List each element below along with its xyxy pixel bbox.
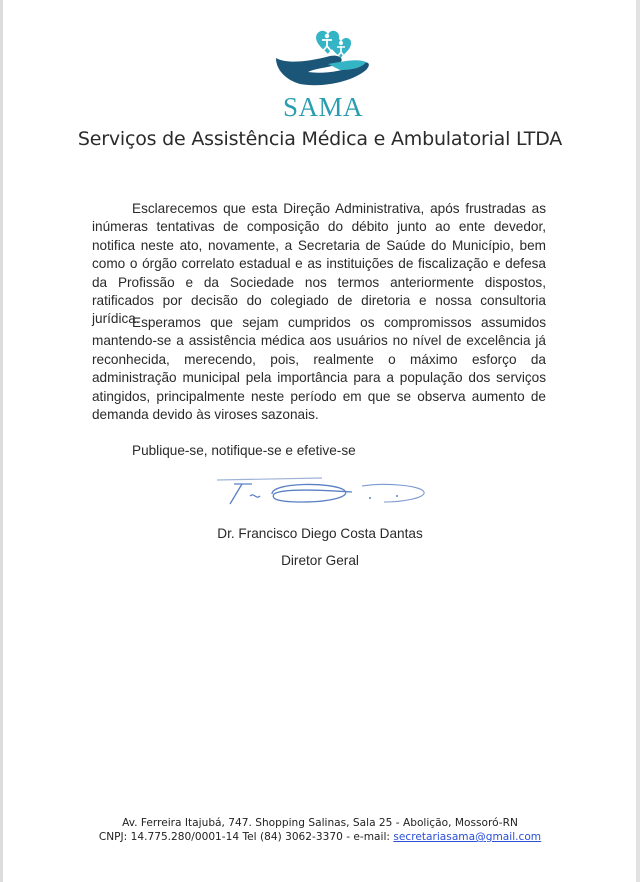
signer-title: Diretor Geral [281,553,359,568]
closing-statement: Publique-se, notifique-se e efetive-se [132,443,356,458]
hand-with-hearts-icon [268,24,378,94]
footer-address: Av. Ferreira Itajubá, 747. Shopping Salinas, Sala 25 - Abolição, Mossoró-RN [122,817,518,829]
paragraph-1-text: Esclarecemos que esta Direção Administrativa, após frustradas as inúmeras tentativas de composição do débito junto ao ente devedor, notifica neste ato, novamente, a Secretaria de Saúde do Município, bem como o órgão correlato estadual e as instituições de fiscalização e defesa da Profissão e da Sociedade nos termos anteriormente dispostos, ratificados por decisão do colegiado de diretoria e nossa consultoria jurídica. [92,201,546,327]
paragraph-2 [92,314,546,424]
paragraph-2-text: Esperamos que sejam cumpridos os compromissos assumidos mantendo-se a assistência médica aos usuários no nível de excelência já reconhecida, merecendo, pois, realmente o máximo esforço da administração municipal pela importância para a população dos serviços atingidos, principalmente neste período em que se observa aumento de demanda devido às viroses sazonais. [92,315,546,423]
email-link[interactable]: secretariasama@gmail.com [393,831,542,843]
signer-name: Dr. Francisco Diego Costa Dantas [217,526,423,541]
footer-contact-text: CNPJ: 14.775.280/0001-14 Tel (84) 3062-3370 - e-mail: [98,831,394,843]
sama-logo [268,24,378,124]
handwritten-signature [212,472,432,512]
logo-text: SAMA [282,92,364,122]
footer [0,816,640,844]
paragraph-1 [92,200,546,329]
company-name: Serviços de Assistência Médica e Ambulatorial LTDA [77,128,563,150]
footer-contact [0,830,640,844]
